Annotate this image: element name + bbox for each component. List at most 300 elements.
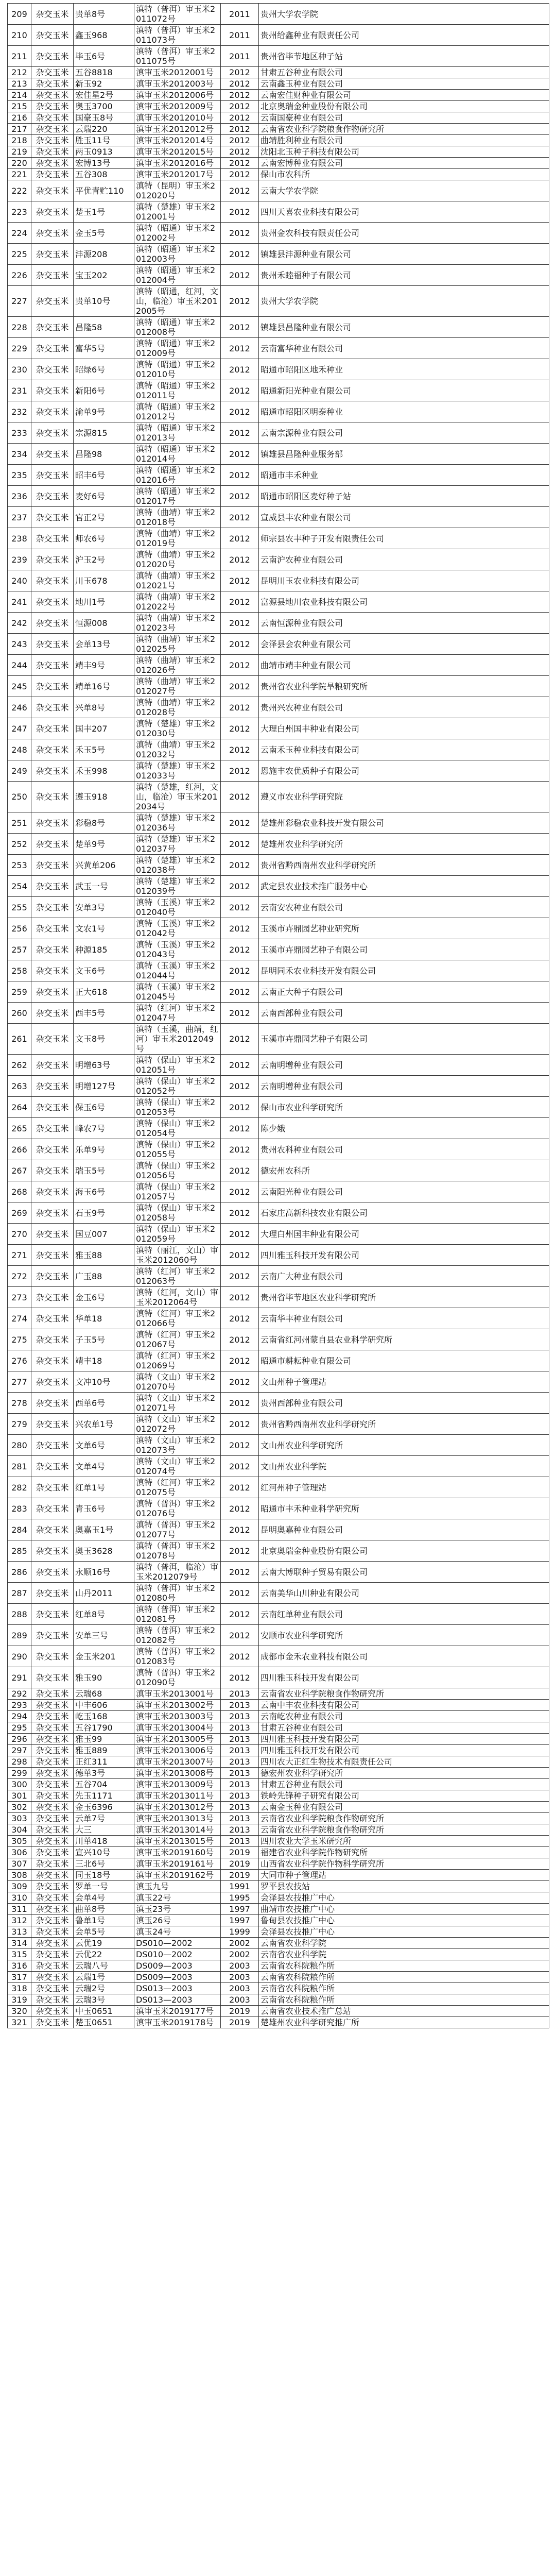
- crop-type-cell: 杂交玉米: [31, 855, 74, 876]
- table-row: [8, 112, 549, 124]
- row-number-cell: 224: [8, 223, 31, 244]
- approval-year-cell: 2013: [221, 1722, 259, 1734]
- row-number-cell: 299: [8, 1768, 31, 1779]
- approval-number-cell: 滇特（红河）审玉米2012069号: [134, 1350, 221, 1371]
- row-number-cell: 265: [8, 1118, 31, 1139]
- applicant-unit-cell: 遵义市农业科学研究院: [259, 782, 549, 812]
- approval-number-cell: 滇特（玉溪）审玉米2012045号: [134, 981, 221, 1003]
- applicant-unit-cell: 楚雄州农业科学研究推广所: [259, 2017, 549, 2028]
- variety-name-cell: 官正2号: [74, 507, 134, 528]
- variety-name-cell: 新玉92: [74, 78, 134, 90]
- approval-number-cell: 滇特（楚雄）审玉米2012033号: [134, 760, 221, 782]
- table-row: [8, 1498, 549, 1519]
- applicant-unit-cell: 云南宏博种业有限公司: [259, 158, 549, 169]
- variety-name-cell: 西丰5号: [74, 1003, 134, 1024]
- table-row: [8, 1076, 549, 1097]
- applicant-unit-cell: 云南恒源种业有限公司: [259, 613, 549, 634]
- variety-name-cell: 文冲10号: [74, 1371, 134, 1393]
- row-number-cell: 307: [8, 1858, 31, 1870]
- table-row: [8, 812, 549, 834]
- row-number-cell: 251: [8, 812, 31, 834]
- table-row: [8, 338, 549, 359]
- row-number-cell: 245: [8, 676, 31, 697]
- variety-name-cell: 云优22: [74, 1949, 134, 1960]
- row-number-cell: 315: [8, 1949, 31, 1960]
- table-row: [8, 1435, 549, 1456]
- table-row: [8, 1456, 549, 1477]
- table-row: [8, 570, 549, 591]
- approval-number-cell: 滇特（保山）审玉米2012057号: [134, 1181, 221, 1202]
- applicant-unit-cell: 云南鑫玉种业有限公司: [259, 78, 549, 90]
- applicant-unit-cell: 鲁甸县农技推广中心: [259, 1915, 549, 1926]
- approval-number-cell: 滇特（昭通）审玉米2012003号: [134, 244, 221, 265]
- crop-type-cell: 杂交玉米: [31, 444, 74, 465]
- table-row: [8, 834, 549, 855]
- approval-year-cell: 2012: [221, 1181, 259, 1202]
- approval-year-cell: 2019: [221, 2006, 259, 2017]
- table-row: [8, 1519, 549, 1540]
- approval-year-cell: 2003: [221, 1972, 259, 1983]
- table-row: [8, 1160, 549, 1181]
- approval-year-cell: 2012: [221, 422, 259, 444]
- approval-year-cell: 2012: [221, 359, 259, 380]
- variety-name-cell: 云瑞220: [74, 124, 134, 135]
- row-number-cell: 291: [8, 1667, 31, 1688]
- row-number-cell: 312: [8, 1915, 31, 1926]
- approval-year-cell: 2012: [221, 1202, 259, 1224]
- approval-year-cell: 2012: [221, 1097, 259, 1118]
- table-row: [8, 25, 549, 46]
- approval-number-cell: 滇特（昭通）审玉米2012011号: [134, 380, 221, 401]
- row-number-cell: 294: [8, 1711, 31, 1722]
- crop-type-cell: 杂交玉米: [31, 1688, 74, 1700]
- table-row: [8, 1858, 549, 1870]
- table-row: [8, 676, 549, 697]
- crop-type-cell: 杂交玉米: [31, 78, 74, 90]
- table-row: [8, 1892, 549, 1904]
- variety-name-cell: 雅玉889: [74, 1745, 134, 1756]
- approval-year-cell: 2012: [221, 613, 259, 634]
- row-number-cell: 279: [8, 1414, 31, 1435]
- approval-number-cell: DS009—2003: [134, 1972, 221, 1983]
- variety-name-cell: 同玉18号: [74, 1870, 134, 1881]
- row-number-cell: 300: [8, 1779, 31, 1790]
- applicant-unit-cell: 宣威县丰农种业有限公司: [259, 507, 549, 528]
- crop-type-cell: 杂交玉米: [31, 1881, 74, 1892]
- table-row: [8, 697, 549, 718]
- approval-year-cell: 2012: [221, 834, 259, 855]
- row-number-cell: 234: [8, 444, 31, 465]
- approval-year-cell: 2013: [221, 1813, 259, 1824]
- variety-name-cell: 沪玉2号: [74, 549, 134, 570]
- row-number-cell: 259: [8, 981, 31, 1003]
- approval-number-cell: 滇特（普洱）审玉米2011073号: [134, 25, 221, 46]
- row-number-cell: 222: [8, 180, 31, 201]
- row-number-cell: 287: [8, 1583, 31, 1604]
- applicant-unit-cell: 镇雄县昌隆种业有限公司: [259, 317, 549, 338]
- variety-name-cell: 国丰207: [74, 718, 134, 739]
- applicant-unit-cell: 云南正大种子有限公司: [259, 981, 549, 1003]
- variety-name-cell: 明增127号: [74, 1076, 134, 1097]
- approval-year-cell: 2012: [221, 146, 259, 158]
- approval-number-cell: 滇特（文山）审玉米2012073号: [134, 1435, 221, 1456]
- variety-name-cell: 禾玉998: [74, 760, 134, 782]
- variety-name-cell: 昌隆58: [74, 317, 134, 338]
- row-number-cell: 303: [8, 1813, 31, 1824]
- table-row: [8, 1202, 549, 1224]
- approval-number-cell: 滇审玉米2013012号: [134, 1802, 221, 1813]
- approval-number-cell: DS009—2003: [134, 1960, 221, 1972]
- crop-type-cell: 杂交玉米: [31, 46, 74, 67]
- applicant-unit-cell: 云南美华山川种业有限公司: [259, 1583, 549, 1604]
- variety-name-cell: 会单13号: [74, 634, 134, 655]
- variety-name-cell: 安单3号: [74, 897, 134, 918]
- approval-year-cell: 2012: [221, 401, 259, 422]
- row-number-cell: 246: [8, 697, 31, 718]
- row-number-cell: 272: [8, 1266, 31, 1287]
- crop-type-cell: 杂交玉米: [31, 1994, 74, 2006]
- crop-type-cell: 杂交玉米: [31, 1847, 74, 1858]
- approval-year-cell: 2013: [221, 1836, 259, 1847]
- approval-year-cell: 2012: [221, 960, 259, 981]
- row-number-cell: 230: [8, 359, 31, 380]
- variety-name-cell: 会单4号: [74, 1892, 134, 1904]
- applicant-unit-cell: 文山州种子管理站: [259, 1371, 549, 1393]
- crop-type-cell: 杂交玉米: [31, 401, 74, 422]
- approval-number-cell: 滇特（玉溪）审玉米2012040号: [134, 897, 221, 918]
- approval-year-cell: 2012: [221, 1562, 259, 1583]
- approval-year-cell: 2019: [221, 1847, 259, 1858]
- applicant-unit-cell: 成都市金禾农业科技有限公司: [259, 1646, 549, 1667]
- approval-number-cell: 滇特（昭通）审玉米2012009号: [134, 338, 221, 359]
- row-number-cell: 249: [8, 760, 31, 782]
- variety-name-cell: 华单18: [74, 1308, 134, 1329]
- table-row: [8, 1604, 549, 1625]
- applicant-unit-cell: 罗平县农技站: [259, 1881, 549, 1892]
- approval-number-cell: 滇审玉米2013014号: [134, 1824, 221, 1836]
- table-row: [8, 244, 549, 265]
- applicant-unit-cell: 云南华丰种业有限公司: [259, 1308, 549, 1329]
- crop-type-cell: 杂交玉米: [31, 1892, 74, 1904]
- approval-year-cell: 2012: [221, 1667, 259, 1688]
- approval-number-cell: 滇特（昭通）审玉米2012017号: [134, 486, 221, 507]
- table-row: [8, 1745, 549, 1756]
- table-row: [8, 265, 549, 286]
- applicant-unit-cell: 云南广大种业有限公司: [259, 1266, 549, 1287]
- approval-year-cell: 2012: [221, 591, 259, 613]
- row-number-cell: 238: [8, 528, 31, 549]
- approval-number-cell: 滇玉九号: [134, 1881, 221, 1892]
- crop-type-cell: 杂交玉米: [31, 1118, 74, 1139]
- crop-type-cell: 杂交玉米: [31, 1266, 74, 1287]
- variety-name-cell: 种源185: [74, 939, 134, 960]
- variety-name-cell: 云瑞2号: [74, 1983, 134, 1994]
- approval-number-cell: 滇审玉米2019177号: [134, 2006, 221, 2017]
- applicant-unit-cell: 贵州给鑫种业有限责任公司: [259, 25, 549, 46]
- crop-type-cell: 杂交玉米: [31, 834, 74, 855]
- approval-year-cell: 2012: [221, 1024, 259, 1055]
- approval-year-cell: 1997: [221, 1915, 259, 1926]
- table-row: [8, 1960, 549, 1972]
- variety-name-cell: 石玉9号: [74, 1202, 134, 1224]
- applicant-unit-cell: 贵州大学农学院: [259, 286, 549, 317]
- crop-type-cell: 杂交玉米: [31, 1938, 74, 1949]
- row-number-cell: 310: [8, 1892, 31, 1904]
- applicant-unit-cell: 曲靖胜利种业有限公司: [259, 135, 549, 146]
- table-row: [8, 1371, 549, 1393]
- table-row: [8, 1562, 549, 1583]
- crop-type-cell: 杂交玉米: [31, 1756, 74, 1768]
- applicant-unit-cell: 贵州省黔西南州农业科学研究所: [259, 1414, 549, 1435]
- applicant-unit-cell: 云南明增种业有限公司: [259, 1076, 549, 1097]
- row-number-cell: 211: [8, 46, 31, 67]
- row-number-cell: 258: [8, 960, 31, 981]
- applicant-unit-cell: 保山市农科所: [259, 169, 549, 180]
- variety-name-cell: 靖丰9号: [74, 655, 134, 676]
- table-row: [8, 1245, 549, 1266]
- table-row: [8, 1700, 549, 1711]
- approval-number-cell: 滇特（曲靖）审玉米2012021号: [134, 570, 221, 591]
- approval-year-cell: 2003: [221, 1983, 259, 1994]
- row-number-cell: 288: [8, 1604, 31, 1625]
- approval-number-cell: 滇特（玉溪）审玉米2012043号: [134, 939, 221, 960]
- applicant-unit-cell: 云南明增种业有限公司: [259, 1055, 549, 1076]
- row-number-cell: 289: [8, 1625, 31, 1646]
- table-row: [8, 158, 549, 169]
- variety-name-cell: 国豆007: [74, 1224, 134, 1245]
- approval-year-cell: 2012: [221, 380, 259, 401]
- approval-year-cell: 2013: [221, 1768, 259, 1779]
- table-row: [8, 718, 549, 739]
- row-number-cell: 223: [8, 201, 31, 223]
- crop-type-cell: 杂交玉米: [31, 112, 74, 124]
- approval-year-cell: 2012: [221, 507, 259, 528]
- applicant-unit-cell: 贵州大学农学院: [259, 4, 549, 25]
- approval-number-cell: 滇特（红河）审玉米2012047号: [134, 1003, 221, 1024]
- table-row: [8, 2006, 549, 2017]
- row-number-cell: 314: [8, 1938, 31, 1949]
- approval-number-cell: 滇特（曲靖）审玉米2012018号: [134, 507, 221, 528]
- crop-type-cell: 杂交玉米: [31, 1160, 74, 1181]
- approval-number-cell: 滇特（曲靖）审玉米2012025号: [134, 634, 221, 655]
- approval-number-cell: 滇特（普洱）审玉米2012090号: [134, 1667, 221, 1688]
- approval-year-cell: 2012: [221, 1498, 259, 1519]
- approval-year-cell: 2012: [221, 1414, 259, 1435]
- approval-number-cell: 滇特（昭通）审玉米2012004号: [134, 265, 221, 286]
- approval-year-cell: 2012: [221, 444, 259, 465]
- table-row: [8, 1722, 549, 1734]
- applicant-unit-cell: 昭通市耕耘种业有限公司: [259, 1350, 549, 1371]
- variety-name-cell: 金玉6396: [74, 1802, 134, 1813]
- applicant-unit-cell: 贵州省黔西南州农业科学研究所: [259, 855, 549, 876]
- variety-name-cell: 奥玉3628: [74, 1540, 134, 1562]
- approval-number-cell: 滇特（红河）审玉米2012075号: [134, 1477, 221, 1498]
- row-number-cell: 214: [8, 90, 31, 101]
- variety-name-cell: 乐单9号: [74, 1139, 134, 1160]
- variety-name-cell: 先玉1171: [74, 1790, 134, 1802]
- table-row: [8, 1870, 549, 1881]
- applicant-unit-cell: 会泽县农技推广中心: [259, 1892, 549, 1904]
- approval-year-cell: 2012: [221, 782, 259, 812]
- applicant-unit-cell: 云南安农种业有限公司: [259, 897, 549, 918]
- approval-year-cell: 2012: [221, 158, 259, 169]
- approval-year-cell: 2012: [221, 1646, 259, 1667]
- approval-number-cell: 滇特（保山）审玉米2012059号: [134, 1224, 221, 1245]
- approval-year-cell: 2012: [221, 760, 259, 782]
- crop-type-cell: 杂交玉米: [31, 1245, 74, 1266]
- approval-number-cell: 滇特（普洱）审玉米2012082号: [134, 1625, 221, 1646]
- approval-year-cell: 2012: [221, 1625, 259, 1646]
- table-row: [8, 359, 549, 380]
- crop-type-cell: 杂交玉米: [31, 1836, 74, 1847]
- variety-name-cell: 麦好6号: [74, 486, 134, 507]
- approval-year-cell: 1997: [221, 1904, 259, 1915]
- table-row: [8, 1926, 549, 1938]
- applicant-unit-cell: 福建省农业科学院作物研究所: [259, 1847, 549, 1858]
- row-number-cell: 239: [8, 549, 31, 570]
- table-row: [8, 78, 549, 90]
- crop-type-cell: 杂交玉米: [31, 1904, 74, 1915]
- approval-year-cell: 2012: [221, 1308, 259, 1329]
- approval-number-cell: 滇特（普洱）审玉米2012080号: [134, 1583, 221, 1604]
- row-number-cell: 263: [8, 1076, 31, 1097]
- approval-number-cell: 滇特（保山）审玉米2012051号: [134, 1055, 221, 1076]
- row-number-cell: 269: [8, 1202, 31, 1224]
- variety-table-body: [8, 4, 549, 2028]
- table-row: [8, 1790, 549, 1802]
- variety-name-cell: 西单6号: [74, 1393, 134, 1414]
- table-row: [8, 549, 549, 570]
- table-row: [8, 101, 549, 112]
- applicant-unit-cell: 楚雄州农业科学研究所: [259, 834, 549, 855]
- crop-type-cell: 杂交玉米: [31, 1435, 74, 1456]
- crop-type-cell: 杂交玉米: [31, 812, 74, 834]
- variety-name-cell: 禾玉5号: [74, 739, 134, 760]
- approval-number-cell: 滇审玉米2013003号: [134, 1711, 221, 1722]
- row-number-cell: 270: [8, 1224, 31, 1245]
- approval-number-cell: 滇特（楚雄）审玉米2012039号: [134, 876, 221, 897]
- approval-number-cell: 滇特（玉溪）审玉米2012042号: [134, 918, 221, 939]
- row-number-cell: 210: [8, 25, 31, 46]
- row-number-cell: 274: [8, 1308, 31, 1329]
- table-row: [8, 1949, 549, 1960]
- variety-name-cell: 青玉6号: [74, 1498, 134, 1519]
- row-number-cell: 231: [8, 380, 31, 401]
- approval-number-cell: 滇审玉米2013006号: [134, 1745, 221, 1756]
- approval-year-cell: 2019: [221, 1858, 259, 1870]
- approval-year-cell: 2012: [221, 201, 259, 223]
- table-row: [8, 1836, 549, 1847]
- variety-name-cell: 五谷1790: [74, 1722, 134, 1734]
- crop-type-cell: 杂交玉米: [31, 939, 74, 960]
- variety-name-cell: 文单6号: [74, 1435, 134, 1456]
- applicant-unit-cell: 铁岭先锋种子研究有限公司: [259, 1790, 549, 1802]
- applicant-unit-cell: 楚雄州彩稳农业科技开发有限公司: [259, 812, 549, 834]
- approval-number-cell: 滇特（保山）审玉米2012053号: [134, 1097, 221, 1118]
- table-row: [8, 1224, 549, 1245]
- row-number-cell: 290: [8, 1646, 31, 1667]
- approval-year-cell: 2011: [221, 4, 259, 25]
- crop-type-cell: 杂交玉米: [31, 1915, 74, 1926]
- approval-year-cell: 2012: [221, 1350, 259, 1371]
- table-row: [8, 1118, 549, 1139]
- approval-year-cell: 2012: [221, 124, 259, 135]
- approval-year-cell: 2002: [221, 1949, 259, 1960]
- crop-type-cell: 杂交玉米: [31, 507, 74, 528]
- approval-number-cell: 滇特（普洱）审玉米2012081号: [134, 1604, 221, 1625]
- row-number-cell: 271: [8, 1245, 31, 1266]
- variety-name-cell: 鑫玉968: [74, 25, 134, 46]
- applicant-unit-cell: 甘肃五谷种业有限公司: [259, 1722, 549, 1734]
- approval-number-cell: 滇特（昆明）审玉米2012020号: [134, 180, 221, 201]
- variety-name-cell: 奥玉3700: [74, 101, 134, 112]
- crop-type-cell: 杂交玉米: [31, 1540, 74, 1562]
- approval-year-cell: 2012: [221, 897, 259, 918]
- variety-name-cell: 云瑞1号: [74, 1972, 134, 1983]
- applicant-unit-cell: 镇雄县沣源种业有限公司: [259, 244, 549, 265]
- row-number-cell: 256: [8, 918, 31, 939]
- crop-type-cell: 杂交玉米: [31, 897, 74, 918]
- approval-year-cell: 2012: [221, 112, 259, 124]
- approval-year-cell: 2012: [221, 549, 259, 570]
- approval-number-cell: DS013—2003: [134, 1983, 221, 1994]
- crop-type-cell: 杂交玉米: [31, 223, 74, 244]
- table-row: [8, 1266, 549, 1287]
- crop-type-cell: 杂交玉米: [31, 1498, 74, 1519]
- variety-name-cell: 雅玉90: [74, 1667, 134, 1688]
- approval-number-cell: 滇审玉米2012016号: [134, 158, 221, 169]
- variety-name-cell: 川玉678: [74, 570, 134, 591]
- crop-type-cell: 杂交玉米: [31, 169, 74, 180]
- applicant-unit-cell: 云南省农业科学院粮食作物研究所: [259, 1813, 549, 1824]
- crop-type-cell: 杂交玉米: [31, 67, 74, 78]
- approval-number-cell: 滇特（红河）审玉米2012063号: [134, 1266, 221, 1287]
- approval-number-cell: 滇审玉米2013007号: [134, 1756, 221, 1768]
- variety-name-cell: 安单三号: [74, 1625, 134, 1646]
- row-number-cell: 218: [8, 135, 31, 146]
- applicant-unit-cell: 保山市农业科学研究所: [259, 1097, 549, 1118]
- approval-number-cell: 滇审玉米2019162号: [134, 1870, 221, 1881]
- row-number-cell: 275: [8, 1329, 31, 1350]
- variety-name-cell: 贵单8号: [74, 4, 134, 25]
- applicant-unit-cell: 贵州兴农种业有限公司: [259, 697, 549, 718]
- approval-year-cell: 1999: [221, 1926, 259, 1938]
- crop-type-cell: 杂交玉米: [31, 1224, 74, 1245]
- row-number-cell: 267: [8, 1160, 31, 1181]
- applicant-unit-cell: 云南省农业科学院: [259, 1949, 549, 1960]
- crop-type-cell: 杂交玉米: [31, 1745, 74, 1756]
- row-number-cell: 308: [8, 1870, 31, 1881]
- row-number-cell: 320: [8, 2006, 31, 2017]
- variety-name-cell: 屹玉168: [74, 1711, 134, 1722]
- applicant-unit-cell: 曲靖市农技推广中心: [259, 1904, 549, 1915]
- table-row: [8, 1813, 549, 1824]
- variety-name-cell: 明增63号: [74, 1055, 134, 1076]
- approval-number-cell: 滇特（曲靖）审玉米2012023号: [134, 613, 221, 634]
- row-number-cell: 278: [8, 1393, 31, 1414]
- crop-type-cell: 杂交玉米: [31, 1329, 74, 1350]
- variety-name-cell: 会单5号: [74, 1926, 134, 1938]
- approval-year-cell: 2012: [221, 718, 259, 739]
- approval-number-cell: 滇审玉米2013009号: [134, 1779, 221, 1790]
- variety-name-cell: 中丰606: [74, 1700, 134, 1711]
- approval-number-cell: 滇特（曲靖）审玉米2012022号: [134, 591, 221, 613]
- applicant-unit-cell: 德宏州农业科学研究所: [259, 1768, 549, 1779]
- table-row: [8, 1350, 549, 1371]
- crop-type-cell: 杂交玉米: [31, 1646, 74, 1667]
- approval-year-cell: 2012: [221, 855, 259, 876]
- crop-type-cell: 杂交玉米: [31, 570, 74, 591]
